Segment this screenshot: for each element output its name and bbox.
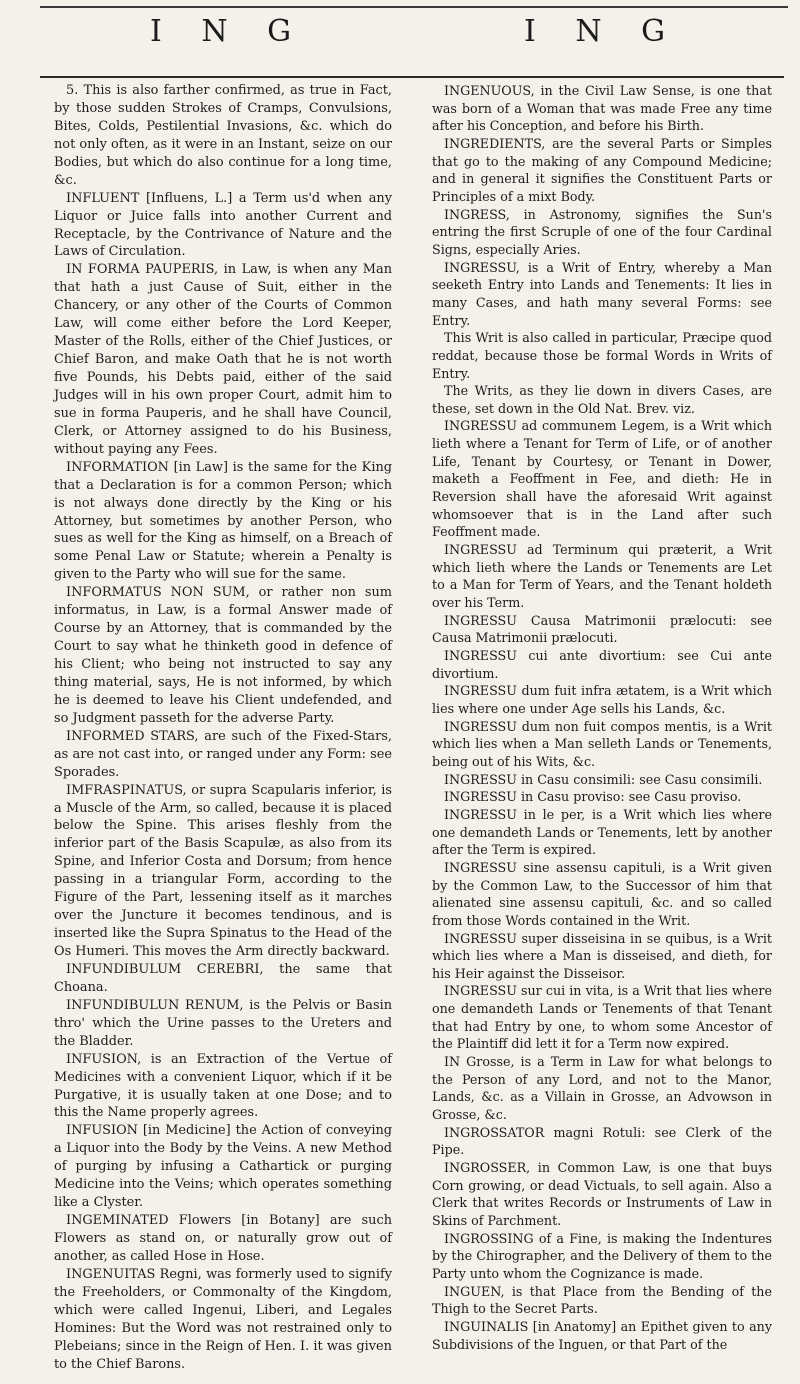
left-column-entry: INFORMATUS NON SUM, or rather non sum informatus, in Law, is a formal Answer made of Course by an Attorney, that is commanded by the Court to say what he thinketh good in defence of his Client; who being not instructed to say any thing material, says, He is not informed, by which he is deemed to leave his Client undefended, and so Judgment passeth for the adverse Party. bbox=[54, 585, 392, 726]
right-column-entry: INGROSSATOR magni Rotuli: see Clerk of the Pipe. bbox=[432, 1124, 772, 1158]
right-column-entry: INGRESSU super disseisina in se quibus, is a Writ which lies where a Man is disseised, and dieth, for his Heir against the Disseisor. bbox=[432, 930, 772, 981]
left-column-entry: INFUNDIBULUN RENUM, is the Pelvis or Basin thro' which the Urine passes to the Ureters and the Bladder. bbox=[54, 997, 392, 1049]
right-column-entry: INGRESSU in le per, is a Writ which lies where one demandeth Lands or Tenements, lett by another after the Term is expired. bbox=[432, 806, 772, 858]
right-column-entry: INGRESSU Causa Matrimonii prælocuti: see Causa Matrimonii prælocuti. bbox=[432, 612, 772, 646]
right-column-entry: INGUEN, is that Place from the Bending of the Thigh to the Secret Parts. bbox=[432, 1283, 772, 1317]
right-column-entry: INGRESSU ad communem Legem, is a Writ which lieth where a Tenant for Term of Life, or of another Life, Tenant by Courtesy, or Tenant in Dower, maketh a Feoffment in Fee, and dieth: He in Reversion shall have the aforesaid Writ against whomsoever that is in the Land after such Feoffment made. bbox=[432, 418, 772, 540]
header-rule bbox=[40, 76, 784, 78]
left-column bbox=[54, 82, 392, 1374]
right-column-entry: INGREDIENTS, are the several Parts or Simples that go to the making of any Compound Medicine; and in general it signifies the Constituent Parts or Principles of a mixt Body. bbox=[432, 135, 772, 204]
page-header bbox=[0, 14, 800, 66]
right-column-entry: INGRESSU dum fuit infra ætatem, is a Writ which lies where one under Age sells his Lands, &c. bbox=[432, 683, 772, 716]
left-column-entry: INGENUITAS Regni, was formerly used to signify the Freeholders, or Commonalty of the Kingdom, which were called Ingenui, Liberi, and Legales Homines: But the Word was not restrained only to Plebeians; since in the Reign of Hen. I. it was given to the Chief Barons. bbox=[54, 1266, 392, 1372]
right-column-entry: INGENUOUS, in the Civil Law Sense, is one that was born of a Woman that was made Free any time after his Conception, and before his Birth. bbox=[432, 83, 772, 134]
left-column-entry: INFORMATION [in Law] is the same for the King that a Declaration is for a common Person; which is not always done directly by the King or his Attorney, but sometimes by another Person, who sues as well for the King as himself, on a Breach of some Penal Law or Statute; wherein a Penalty is given to the Party who will sue for the same. bbox=[54, 459, 392, 583]
left-running-head: I N G bbox=[150, 14, 307, 49]
left-column-entry: INGEMINATED Flowers [in Botany] are such Flowers as stand on, or naturally grow out of another, as called Hose in Hose. bbox=[54, 1213, 392, 1264]
right-column-entry: INGRESS, in Astronomy, signifies the Sun's entring the first Scruple of one of the four Cardinal Signs, especially Aries. bbox=[432, 206, 772, 257]
right-column-entry: IN Grosse, is a Term in Law for what belongs to the Person of any Lord, and not to the Manor, Lands, &c. as a Villain in Grosse, an Advowson in Grosse, &c. bbox=[432, 1054, 772, 1123]
right-column-entry: The Writs, as they lie down in divers Cases, are these, set down in the Old Nat. Brev. viz. bbox=[432, 383, 772, 416]
right-column-entry: INGRESSU sine assensu capituli, is a Writ given by the Common Law, to the Successor of him that alienated sine assensu capituli, &c. and so called from those Words contained in the Writ. bbox=[432, 859, 772, 928]
top-border-rule bbox=[40, 6, 788, 8]
right-column-entry: INGRESSU in Casu consimili: see Casu consimili. bbox=[444, 771, 763, 787]
left-column-entry: 5. This is also farther confirmed, as true in Fact, by those sudden Strokes of Cramps, Convulsions, Bites, Colds, Pestilential Invasions, &c. which do not only often, as it were in an Instant, seize on our Bodies, but which do also continue for a long time, &c. bbox=[54, 83, 392, 188]
right-column-entry: This Writ is also called in particular, Præcipe quod reddat, because those be formal Words in Writs of Entry. bbox=[432, 330, 772, 381]
right-column-entry: INGROSSING of a Fine, is making the Indentures by the Chirographer, and the Delivery of them to the Party unto whom the Cognizance is made. bbox=[432, 1230, 772, 1281]
right-column-entry: INGRESSU, is a Writ of Entry, whereby a Man seeketh Entry into Lands and Tenements: It lies in many Cases, and hath many several Forms: see Entry. bbox=[432, 259, 772, 328]
left-column-entry: INFORMED STARS, are such of the Fixed-Stars, as are not cast into, or ranged under any Form: see Sporades. bbox=[54, 728, 392, 780]
right-column-entry: INGRESSU cui ante divortium: see Cui ante divortium. bbox=[432, 648, 772, 681]
right-running-head: I N G bbox=[524, 14, 681, 49]
left-column-entry: INFUSION [in Medicine] the Action of conveying a Liquor into the Body by the Veins. A new Method of purging by infusing a Cathartick or purging Medicine into the Veins; which operates something like a Clyster. bbox=[54, 1123, 392, 1211]
left-column-entry: IN FORMA PAUPERIS, in Law, is when any Man that hath a just Cause of Suit, either in the Chancery, or any other of the Courts of Common Law, will come either before the Lord Keeper, Master of the Rolls, either of the Chief Justices, or Chief Baron, and make Oath that he is not worth five Pounds, his Debts paid, either of the said Judges will in his own proper Court, admit him to sue in forma Pauperis, and he shall have Council, Clerk, or Attorney assigned to do his Business, without paying any Fees. bbox=[54, 262, 392, 457]
right-column-entry: INGRESSU ad Terminum qui præterit, a Writ which lieth where the Lands or Tenements are Let to a Man for Term of Years, and the Tenant holdeth over his Term. bbox=[432, 542, 772, 611]
right-column bbox=[432, 82, 772, 1353]
left-column-entry: IMFRASPINATUS, or supra Scapularis inferior, is a Muscle of the Arm, so called, because it is placed below the Spine. This arises fleshly from the inferior part of the Basis Scapulæ, as also from its Spine, and Inferior Costa and Dorsum; from hence passing in a triangular Form, according to the Figure of the Part, lessening itself as it marches over the Juncture it becomes tendinous, and is inserted like the Supra Spinatus to the Head of the Os Humeri. This moves the Arm directly backward. bbox=[54, 782, 392, 959]
right-column-entry: INGRESSU dum non fuit compos mentis, is a Writ which lies when a Man selleth Lands or Tenements, being out of his Wits, &c. bbox=[432, 718, 772, 769]
right-column-entry: INGROSSER, in Common Law, is one that buys Corn growing, or dead Victuals, to sell again. Also a Clerk that writes Records or Instruments of Law in Skins of Parchment. bbox=[432, 1160, 772, 1228]
right-column-entry: INGRESSU sur cui in vita, is a Writ that lies where one demandeth Lands or Tenements of that Tenant that had Entry by one, to whom some Ancestor of the Plaintiff did lett it for a Term now expired. bbox=[432, 983, 772, 1052]
left-column-entry: INFUSION, is an Extraction of the Vertue of Medicines with a convenient Liquor, which if it be Purgative, it is usually taken at one Dose; and to this the Name properly agrees. bbox=[54, 1051, 392, 1121]
right-column-entry: INGUINALIS [in Anatomy] an Epithet given to any Subdivisions of the Inguen, or that Part of the bbox=[432, 1318, 772, 1352]
left-column-entry: INFUNDIBULUM CEREBRI, the same that Choana. bbox=[54, 961, 392, 995]
right-column-entry: INGRESSU in Casu proviso: see Casu proviso. bbox=[444, 789, 742, 805]
left-column-entry: INFLUENT [Influens, L.] a Term us'd when any Liquor or Juice falls into another Current and Receptacle, by the Contrivance of Nature and the Laws of Circulation. bbox=[54, 190, 392, 260]
